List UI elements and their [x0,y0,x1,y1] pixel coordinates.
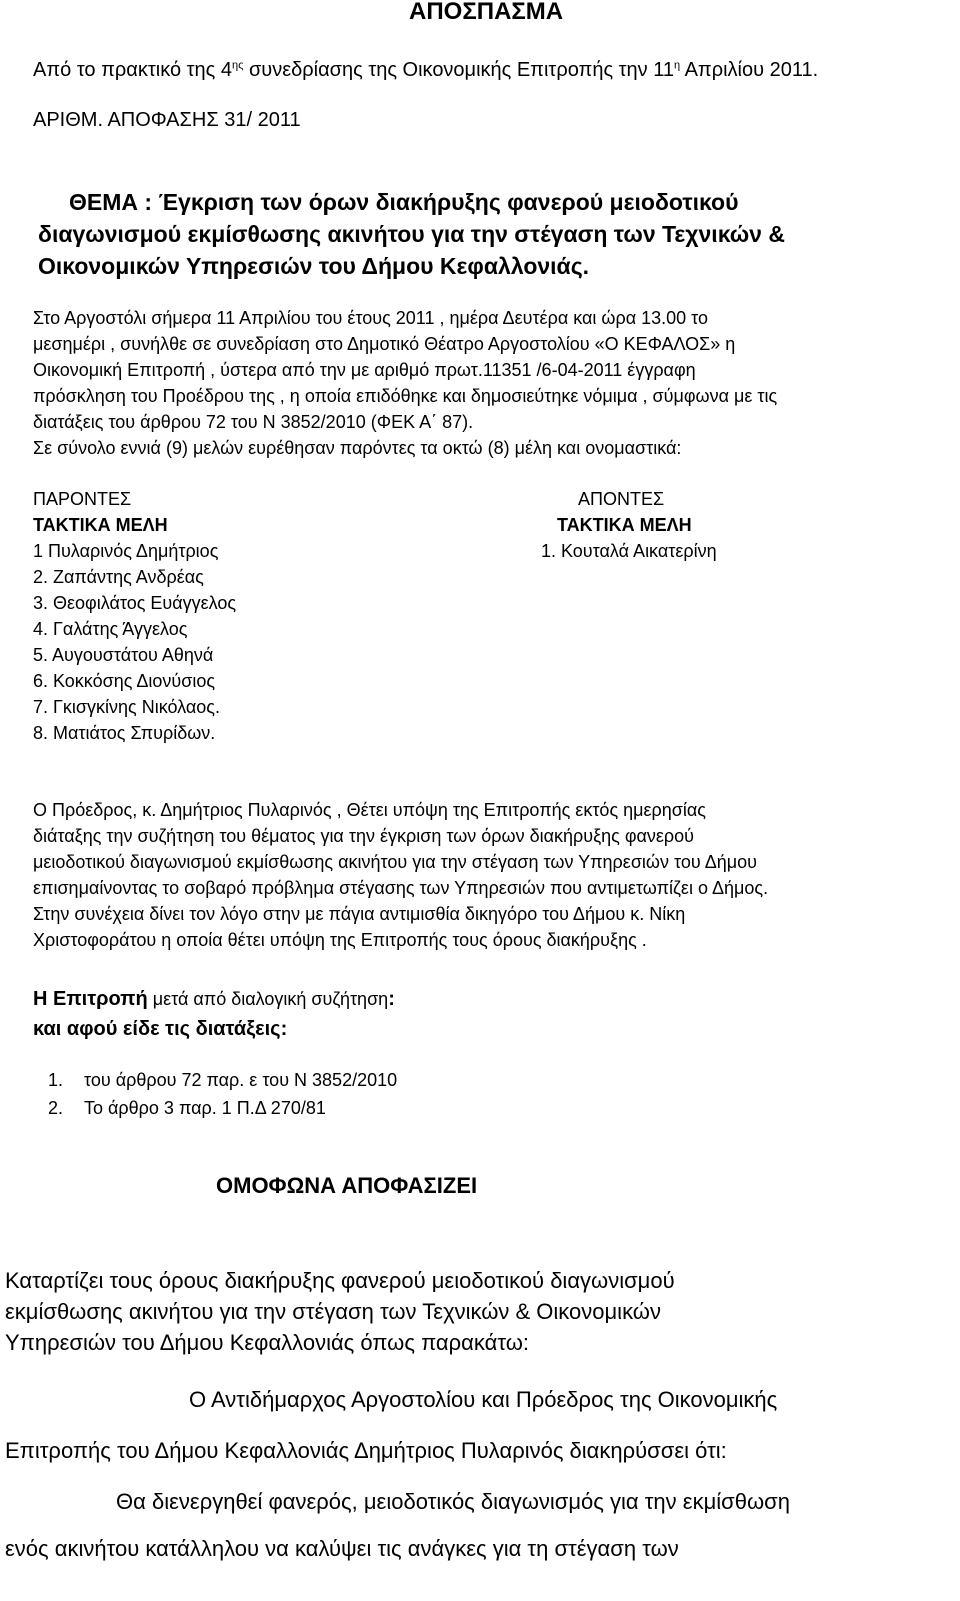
present-member: 3. Θεοφιλάτος Ευάγγελος [33,593,237,613]
president-line: Χριστοφοράτου η οποία θέτει υπόψη της Επιτροπής τους όρους διακήρυξης . [33,930,647,950]
subject-block [38,186,785,282]
announcement-line-3: Θα διενεργηθεί φανερός, μειοδοτικός διαγωνισμός για την εκμίσθωση [116,1489,790,1514]
present-subheading: ΤΑΚΤΙΚΑ ΜΕΛΗ [33,515,168,535]
absent-heading: ΑΠΟΝΤΕΣ [578,489,665,509]
subject-line-1: ΘΕΜΑ : Έγκριση των όρων διακήρυξης φανερού μειοδοτικού [69,189,739,215]
president-line: διάταξης την συζήτηση του θέματος για την έγκριση των όρων διακήρυξης φανερού [33,826,695,846]
intro-line [33,58,818,82]
absent-subheading: ΤΑΚΤΙΚΑ ΜΕΛΗ [557,515,692,535]
provisions-list [48,1066,397,1122]
president-paragraph [33,797,768,953]
provision-item [48,1094,397,1122]
intro-text-post: Απριλίου 2011. [680,59,819,81]
present-member: 5. Αυγουστάτου Αθηνά [33,645,214,665]
present-member: 7. Γκισγκίνης Νικόλαος. [33,697,220,717]
meeting-line: Οικονομική Επιτροπή , ύστερα από την με αριθμό πρωτ.11351 /6-04-2011 έγγραφη [33,360,696,380]
president-line: Στην συνέχεια δίνει τον λόγο στην με πάγια αντιμισθία δικηγόρο του Δήμου κ. Νίκη [33,904,686,924]
announcement-line-1: Ο Αντιδήμαρχος Αργοστολίου και Πρόεδρος της Οικονομικής [189,1387,778,1412]
terms-line: Καταρτίζει τους όρους διακήρυξης φανερού μειοδοτικού διαγωνισμού [5,1268,675,1293]
absent-members-column [541,486,717,564]
terms-paragraph [5,1265,675,1358]
subject-line-2: διαγωνισμού εκμίσθωσης ακινήτου για την στέγαση των Τεχνικών & [38,221,785,247]
provision-text: Το άρθρο 3 παρ. 1 Π.Δ 270/81 [84,1098,326,1118]
present-member: 1 Πυλαρινός Δημήτριος [33,541,219,561]
present-member: 2. Ζαπάντης Ανδρέας [33,567,204,587]
document-title: ΑΠΟΣΠΑΣΜΑ [409,0,564,25]
present-member: 8. Ματιάτος Σπυρίδων. [33,723,216,743]
decision-heading: ΟΜΟΦΩΝΑ ΑΠΟΦΑΣΙΖΕΙ [216,1173,478,1198]
decision-number: ΑΡΙΘΜ. ΑΠΟΦΑΣΗΣ 31/ 2011 [33,109,301,131]
committee-text: μετά από διαλογική συζήτηση [147,989,389,1009]
meeting-line: πρόσκληση του Προέδρου της , η οποία επιδόθηκε και δημοσιεύτηκε νόμιμα , σύμφωνα με τις [33,386,778,406]
meeting-paragraph [33,305,777,461]
president-line: επισημαίνοντας το σοβαρό πρόβλημα στέγασης των Υπηρεσιών που αντιμετωπίζει ο Δήμος. [33,878,769,898]
terms-line: εκμίσθωσης ακινήτου για την στέγαση των Τεχνικών & Οικονομικών [5,1299,661,1324]
intro-superscript-1: ης [231,59,244,72]
intro-superscript-2: η [674,59,681,72]
subject-line-3: Οικονομικών Υπηρεσιών του Δήμου Κεφαλλονιάς. [38,253,590,279]
meeting-line: Στο Αργοστόλι σήμερα 11 Απριλίου του έτους 2011 , ημέρα Δευτέρα και ώρα 13.00 το [33,308,709,328]
present-members-column [33,486,236,746]
provision-number: 2. [48,1098,64,1118]
terms-line: Υπηρεσιών του Δήμου Κεφαλλονιάς όπως παρακάτω: [5,1330,530,1355]
committee-label: Η Επιτροπή [33,988,148,1010]
intro-text-mid: συνεδρίασης της Οικονομικής Επιτροπής την 11 [243,59,675,81]
provision-item [48,1066,397,1094]
committee-line-1 [33,984,395,1014]
president-line: Ο Πρόεδρος, κ. Δημήτριος Πυλαρινός , Θέτει υπόψη της Επιτροπής εκτός ημερησίας [33,800,706,820]
meeting-line: μεσημέρι , συνήλθε σε συνεδρίαση στο Δημοτικό Θέατρο Αργοστολίου «Ο ΚΕΦΑΛΟΣ» η [33,334,736,354]
meeting-line: διατάξεις του άρθρου 72 του Ν 3852/2010 (ΦΕΚ Α΄ 87). [33,412,474,432]
present-heading: ΠΑΡΟΝΤΕΣ [33,489,132,509]
present-member: 6. Κοκκόσης Διονύσιος [33,671,216,691]
announcement-line-4: ενός ακινήτου κατάλληλου να καλύψει τις ανάγκες για τη στέγαση των [5,1536,679,1561]
committee-line-2: και αφού είδε τις διατάξεις: [33,1018,288,1040]
provision-text: του άρθρου 72 παρ. ε του Ν 3852/2010 [84,1070,398,1090]
present-member: 4. Γαλάτης Άγγελος [33,619,188,639]
president-line: μειοδοτικού διαγωνισμού εκμίσθωσης ακινήτου για την στέγαση των Υπηρεσιών του Δήμου [33,852,757,872]
announcement-line-2: Επιτροπής του Δήμου Κεφαλλονιάς Δημήτριος Πυλαρινός διακηρύσσει ότι: [5,1438,727,1463]
meeting-line: Σε σύνολο εννιά (9) μελών ευρέθησαν παρόντες τα οκτώ (8) μέλη και ονομαστικά: [33,438,682,458]
absent-member: 1. Κουταλά Αικατερίνη [541,541,717,561]
committee-colon: : [388,988,395,1010]
provision-number: 1. [48,1070,64,1090]
intro-text-pre: Από το πρακτικό της 4 [33,59,232,81]
